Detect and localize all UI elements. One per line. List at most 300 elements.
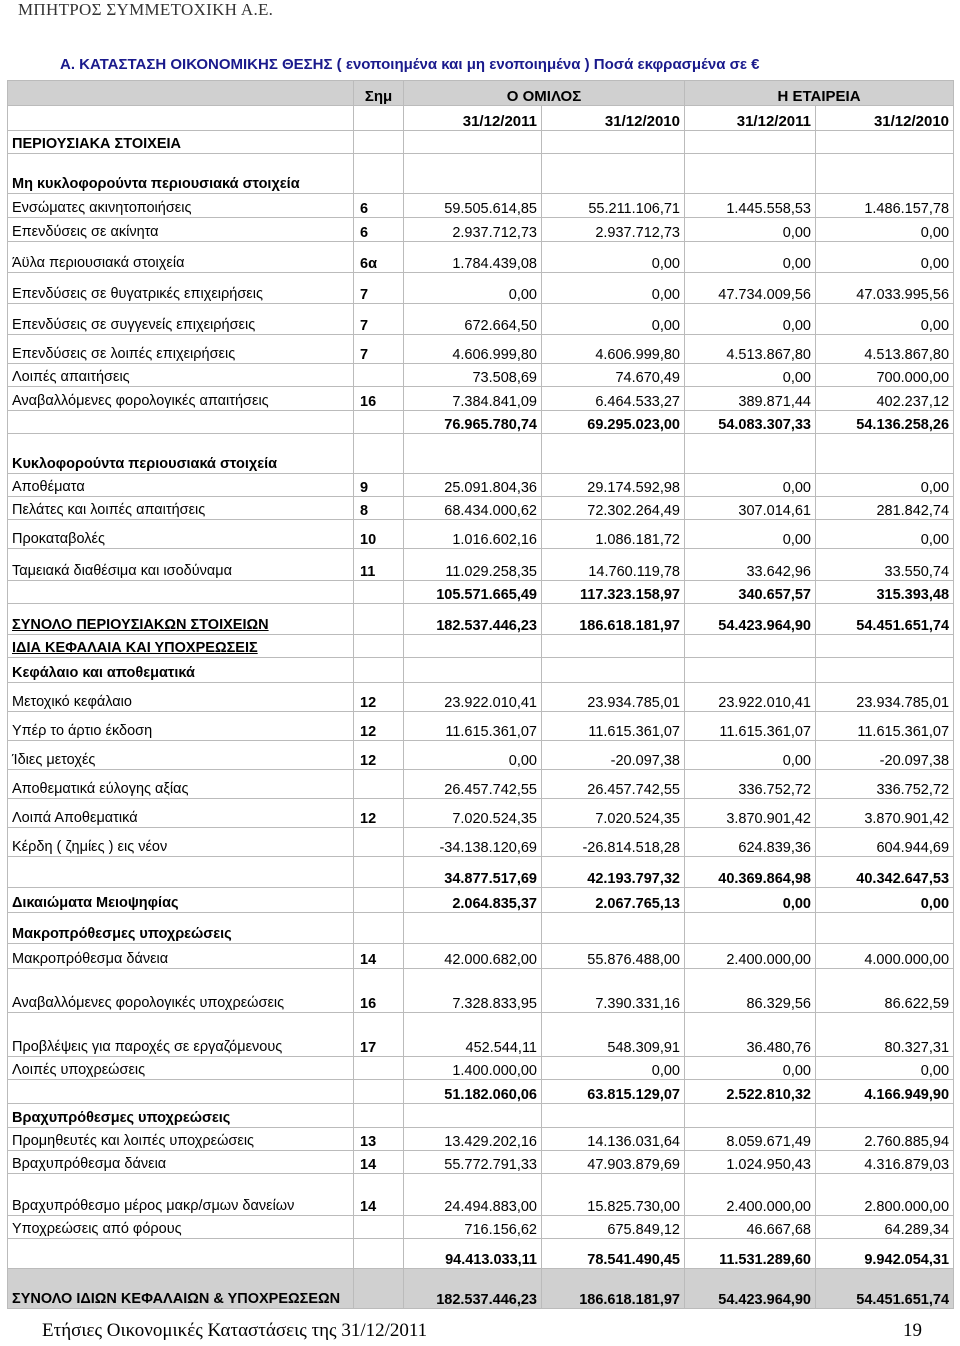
statement-title: Α. ΚΑΤΑΣΤΑΣΗ ΟΙΚΟΝΟΜΙΚΗΣ ΘΕΣΗΣ ( ενοποιημένα και μη ενοποιημένα ) Ποσά εκφρασμένα σε € (60, 56, 760, 73)
row-label: Υποχρεώσεις από φόρους (8, 1216, 354, 1239)
table-row (8, 635, 954, 658)
row-label: Κυκλοφορούντα περιουσιακά στοιχεία (8, 434, 354, 474)
value-cell: 86.622,59 (816, 969, 954, 1013)
value-cell: 0,00 (816, 474, 954, 497)
value-cell: 340.657,57 (685, 581, 816, 604)
value-cell: 42.193.797,32 (542, 857, 685, 888)
value-cell: 15.825.730,00 (542, 1174, 685, 1216)
row-note (354, 581, 404, 604)
value-cell: 117.323.158,97 (542, 581, 685, 604)
value-cell: 36.480,76 (685, 1013, 816, 1057)
value-cell: -20.097,38 (542, 741, 685, 770)
value-cell: 33.550,74 (816, 549, 954, 581)
row-label: Ίδιες μετοχές (8, 741, 354, 770)
value-cell: 1.784.439,08 (404, 242, 542, 273)
value-cell: 26.457.742,55 (404, 770, 542, 799)
value-cell: 11.029.258,35 (404, 549, 542, 581)
value-cell: 40.369.864,98 (685, 857, 816, 888)
row-label: ΠΕΡΙΟΥΣΙΑΚΑ ΣΤΟΙΧΕΙΑ (8, 131, 354, 154)
value-cell: 76.965.780,74 (404, 411, 542, 434)
value-cell: 0,00 (685, 364, 816, 387)
row-note (354, 635, 404, 658)
value-cell: 604.944,69 (816, 828, 954, 857)
value-cell: 55.876.488,00 (542, 944, 685, 969)
company-2010-header: 31/12/2010 (816, 106, 954, 131)
value-cell: 23.934.785,01 (816, 683, 954, 712)
row-note: 9 (354, 474, 404, 497)
value-cell: 0,00 (685, 474, 816, 497)
blank-header-cell (354, 106, 404, 131)
table-row (8, 411, 954, 434)
row-note: 16 (354, 969, 404, 1013)
value-cell: 0,00 (685, 218, 816, 242)
row-label: Επενδύσεις σε θυγατρικές επιχειρήσεις (8, 273, 354, 304)
row-note: 8 (354, 497, 404, 520)
row-label: Μακροπρόθεσμες υποχρεώσεις (8, 913, 354, 944)
table-row (8, 242, 954, 273)
table-row (8, 741, 954, 770)
value-cell: 0,00 (685, 520, 816, 549)
value-cell (685, 658, 816, 683)
row-label: ΣΥΝΟΛΟ ΙΔΙΩΝ ΚΕΦΑΛΑΙΩΝ & ΥΠΟΧΡΕΩΣΕΩΝ (8, 1269, 354, 1309)
row-note (354, 131, 404, 154)
row-label: ΙΔΙΑ ΚΕΦΑΛΑΙΑ ΚΑΙ ΥΠΟΧΡΕΩΣΕΙΣ (8, 635, 354, 658)
value-cell: 11.615.361,07 (685, 712, 816, 741)
value-cell: 2.400.000,00 (685, 944, 816, 969)
row-label: Πελάτες και λοιπές απαιτήσεις (8, 497, 354, 520)
value-cell: 0,00 (816, 242, 954, 273)
table-row (8, 387, 954, 411)
value-cell: 0,00 (685, 304, 816, 335)
table-row (8, 1013, 954, 1057)
row-note: 10 (354, 520, 404, 549)
value-cell: 2.760.885,94 (816, 1128, 954, 1151)
row-label: Κέρδη ( ζημίες ) εις νέον (8, 828, 354, 857)
value-cell: 54.451.651,74 (816, 604, 954, 635)
table-row (8, 1057, 954, 1080)
value-cell: 42.000.682,00 (404, 944, 542, 969)
row-label: Αποθεματικά εύλογης αξίας (8, 770, 354, 799)
row-note: 12 (354, 712, 404, 741)
value-cell: -34.138.120,69 (404, 828, 542, 857)
value-cell (685, 434, 816, 474)
value-cell: 105.571.665,49 (404, 581, 542, 604)
value-cell (685, 131, 816, 154)
value-cell: 23.934.785,01 (542, 683, 685, 712)
row-note: 6α (354, 242, 404, 273)
value-cell (816, 1104, 954, 1128)
table-row (8, 1174, 954, 1216)
value-cell: 452.544,11 (404, 1013, 542, 1057)
table-row (8, 218, 954, 242)
blank-header-cell (8, 106, 354, 131)
table-row (8, 857, 954, 888)
value-cell: 1.400.000,00 (404, 1057, 542, 1080)
row-label: Επενδύσεις σε λοιπές επιχειρήσεις (8, 335, 354, 364)
row-label: Επενδύσεις σε συγγενείς επιχειρήσεις (8, 304, 354, 335)
table-row (8, 828, 954, 857)
row-note: 12 (354, 799, 404, 828)
value-cell: 624.839,36 (685, 828, 816, 857)
table-row (8, 131, 954, 154)
financial-position-table (7, 80, 954, 1309)
row-note (354, 154, 404, 194)
row-note (354, 658, 404, 683)
table-row (8, 549, 954, 581)
value-cell: 1.486.157,78 (816, 194, 954, 218)
value-cell: 11.615.361,07 (542, 712, 685, 741)
value-cell (542, 154, 685, 194)
table-row (8, 273, 954, 304)
value-cell: 315.393,48 (816, 581, 954, 604)
row-note (354, 411, 404, 434)
table-row (8, 335, 954, 364)
value-cell: 1.086.181,72 (542, 520, 685, 549)
row-label: Μετοχικό κεφάλαιο (8, 683, 354, 712)
value-cell: 94.413.033,11 (404, 1239, 542, 1269)
row-label: Δικαιώματα Μειοψηφίας (8, 888, 354, 913)
value-cell: 23.922.010,41 (685, 683, 816, 712)
value-cell (404, 635, 542, 658)
table-row (8, 658, 954, 683)
value-cell: 63.815.129,07 (542, 1080, 685, 1104)
group-2011-header: 31/12/2011 (404, 106, 542, 131)
value-cell: 716.156,62 (404, 1216, 542, 1239)
value-cell: 25.091.804,36 (404, 474, 542, 497)
value-cell: 0,00 (816, 304, 954, 335)
row-note: 14 (354, 1151, 404, 1174)
value-cell: 336.752,72 (685, 770, 816, 799)
date-header-row (8, 106, 954, 131)
value-cell: 34.877.517,69 (404, 857, 542, 888)
row-label: Αναβαλλόμενες φορολογικές υποχρεώσεις (8, 969, 354, 1013)
row-note (354, 434, 404, 474)
value-cell (685, 154, 816, 194)
row-note: 6 (354, 218, 404, 242)
value-cell: 11.615.361,07 (404, 712, 542, 741)
value-cell: 3.870.901,42 (816, 799, 954, 828)
table-row (8, 770, 954, 799)
value-cell: 2.937.712,73 (404, 218, 542, 242)
row-note: 12 (354, 683, 404, 712)
note-column-header: Σημ (354, 81, 404, 106)
table-row (8, 474, 954, 497)
value-cell (816, 913, 954, 944)
row-label: Αναβαλλόμενες φορολογικές απαιτήσεις (8, 387, 354, 411)
value-cell (404, 913, 542, 944)
value-cell: 40.342.647,53 (816, 857, 954, 888)
value-cell: 7.384.841,09 (404, 387, 542, 411)
value-cell: 3.870.901,42 (685, 799, 816, 828)
row-note (354, 1216, 404, 1239)
value-cell: 0,00 (685, 741, 816, 770)
row-label: Ταμειακά διαθέσιμα και ισοδύναμα (8, 549, 354, 581)
page-footer (42, 1320, 922, 1342)
row-label: Μη κυκλοφορούντα περιουσιακά στοιχεία (8, 154, 354, 194)
value-cell: 675.849,12 (542, 1216, 685, 1239)
value-cell: 672.664,50 (404, 304, 542, 335)
value-cell: 0,00 (816, 1057, 954, 1080)
row-note: 14 (354, 1174, 404, 1216)
value-cell: 0,00 (542, 273, 685, 304)
table-row (8, 581, 954, 604)
value-cell: 2.800.000,00 (816, 1174, 954, 1216)
value-cell (542, 434, 685, 474)
value-cell: 182.537.446,23 (404, 604, 542, 635)
value-cell: 7.020.524,35 (542, 799, 685, 828)
value-cell: 54.451.651,74 (816, 1269, 954, 1309)
row-note: 12 (354, 741, 404, 770)
value-cell (404, 154, 542, 194)
footer-text: Ετήσιες Οικονομικές Καταστάσεις της 31/12/2011 (42, 1320, 428, 1341)
table-row (8, 683, 954, 712)
value-cell: 4.166.949,90 (816, 1080, 954, 1104)
column-group-header-row (8, 81, 954, 106)
value-cell: 29.174.592,98 (542, 474, 685, 497)
value-cell (816, 131, 954, 154)
value-cell: 4.000.000,00 (816, 944, 954, 969)
value-cell: 74.670,49 (542, 364, 685, 387)
row-note: 16 (354, 387, 404, 411)
value-cell: 69.295.023,00 (542, 411, 685, 434)
value-cell: 86.329,56 (685, 969, 816, 1013)
value-cell (542, 131, 685, 154)
row-label: Υπέρ το άρτιο έκδοση (8, 712, 354, 741)
value-cell: 72.302.264,49 (542, 497, 685, 520)
row-label: Προκαταβολές (8, 520, 354, 549)
company-column-header: Η ΕΤΑΙΡΕΙΑ (685, 81, 954, 106)
value-cell: 700.000,00 (816, 364, 954, 387)
row-note (354, 828, 404, 857)
value-cell: 46.667,68 (685, 1216, 816, 1239)
value-cell: 2.064.835,37 (404, 888, 542, 913)
value-cell: 55.772.791,33 (404, 1151, 542, 1174)
value-cell: 1.024.950,43 (685, 1151, 816, 1174)
value-cell: 4.316.879,03 (816, 1151, 954, 1174)
value-cell: 1.016.602,16 (404, 520, 542, 549)
value-cell: 54.423.964,90 (685, 604, 816, 635)
value-cell (816, 635, 954, 658)
value-cell: 0,00 (816, 520, 954, 549)
value-cell (404, 434, 542, 474)
row-note (354, 857, 404, 888)
value-cell: 73.508,69 (404, 364, 542, 387)
row-note (354, 1080, 404, 1104)
value-cell: 68.434.000,62 (404, 497, 542, 520)
company-header: ΜΠΗΤΡΟΣ ΣΥΜΜΕΤΟΧΙΚΗ Α.Ε. (18, 0, 274, 19)
value-cell: 0,00 (542, 242, 685, 273)
table-row (8, 304, 954, 335)
table-row (8, 944, 954, 969)
value-cell: 7.328.833,95 (404, 969, 542, 1013)
value-cell: 9.942.054,31 (816, 1239, 954, 1269)
table-row (8, 1239, 954, 1269)
row-note (354, 364, 404, 387)
value-cell: 54.083.307,33 (685, 411, 816, 434)
table-row (8, 1080, 954, 1104)
group-2010-header: 31/12/2010 (542, 106, 685, 131)
value-cell: 64.289,34 (816, 1216, 954, 1239)
row-label: Προμηθευτές και λοιπές υποχρεώσεις (8, 1128, 354, 1151)
value-cell: 7.390.331,16 (542, 969, 685, 1013)
value-cell: 0,00 (404, 741, 542, 770)
value-cell: 54.136.258,26 (816, 411, 954, 434)
value-cell: 281.842,74 (816, 497, 954, 520)
value-cell: 11.531.289,60 (685, 1239, 816, 1269)
row-note: 14 (354, 944, 404, 969)
value-cell: 548.309,91 (542, 1013, 685, 1057)
blank-header-cell (8, 81, 354, 106)
value-cell: 4.606.999,80 (404, 335, 542, 364)
row-note (354, 770, 404, 799)
value-cell: 51.182.060,06 (404, 1080, 542, 1104)
company-2011-header: 31/12/2011 (685, 106, 816, 131)
row-note (354, 1104, 404, 1128)
table-row (8, 712, 954, 741)
value-cell: 55.211.106,71 (542, 194, 685, 218)
value-cell: 8.059.671,49 (685, 1128, 816, 1151)
value-cell: 1.445.558,53 (685, 194, 816, 218)
value-cell: 80.327,31 (816, 1013, 954, 1057)
row-label: Αποθέματα (8, 474, 354, 497)
value-cell (404, 658, 542, 683)
value-cell: 0,00 (816, 888, 954, 913)
row-note: 6 (354, 194, 404, 218)
row-label: Λοιπές απαιτήσεις (8, 364, 354, 387)
value-cell (404, 1104, 542, 1128)
value-cell: 59.505.614,85 (404, 194, 542, 218)
value-cell: 2.937.712,73 (542, 218, 685, 242)
value-cell: 2.400.000,00 (685, 1174, 816, 1216)
table-row (8, 913, 954, 944)
row-label: Προβλέψεις για παροχές σε εργαζόμενους (8, 1013, 354, 1057)
value-cell (404, 131, 542, 154)
value-cell (816, 658, 954, 683)
row-label: Βραχυπρόθεσμο μέρος μακρ/σμων δανείων (8, 1174, 354, 1216)
value-cell: 307.014,61 (685, 497, 816, 520)
value-cell (542, 1104, 685, 1128)
value-cell: 7.020.524,35 (404, 799, 542, 828)
table-row (8, 154, 954, 194)
value-cell: 186.618.181,97 (542, 604, 685, 635)
row-label (8, 1080, 354, 1104)
value-cell: 0,00 (542, 1057, 685, 1080)
row-note: 13 (354, 1128, 404, 1151)
row-note: 7 (354, 304, 404, 335)
row-note: 17 (354, 1013, 404, 1057)
row-label: Βραχυπρόθεσμες υποχρεώσεις (8, 1104, 354, 1128)
table-row (8, 1128, 954, 1151)
page-number: 19 (903, 1320, 922, 1341)
value-cell: 0,00 (816, 218, 954, 242)
row-label (8, 411, 354, 434)
table-row (8, 1104, 954, 1128)
value-cell (542, 635, 685, 658)
value-cell: 4.513.867,80 (685, 335, 816, 364)
row-label: Λοιπά Αποθεματικά (8, 799, 354, 828)
value-cell: 13.429.202,16 (404, 1128, 542, 1151)
value-cell: 0,00 (685, 888, 816, 913)
value-cell: 78.541.490,45 (542, 1239, 685, 1269)
value-cell: 402.237,12 (816, 387, 954, 411)
value-cell: 0,00 (685, 242, 816, 273)
row-label: Λοιπές υποχρεώσεις (8, 1057, 354, 1080)
value-cell (542, 913, 685, 944)
table-row (8, 1216, 954, 1239)
table-row (8, 434, 954, 474)
table-row (8, 604, 954, 635)
value-cell: 186.618.181,97 (542, 1269, 685, 1309)
value-cell: 47.734.009,56 (685, 273, 816, 304)
value-cell: 4.513.867,80 (816, 335, 954, 364)
value-cell: 47.903.879,69 (542, 1151, 685, 1174)
value-cell (542, 658, 685, 683)
row-note: 7 (354, 273, 404, 304)
row-label (8, 581, 354, 604)
value-cell (685, 913, 816, 944)
value-cell: 54.423.964,90 (685, 1269, 816, 1309)
row-label: Άϋλα περιουσιακά στοιχεία (8, 242, 354, 273)
value-cell: 14.760.119,78 (542, 549, 685, 581)
row-label: ΣΥΝΟΛΟ ΠΕΡΙΟΥΣΙΑΚΩΝ ΣΤΟΙΧΕΙΩΝ (8, 604, 354, 635)
value-cell: 6.464.533,27 (542, 387, 685, 411)
value-cell: 47.033.995,56 (816, 273, 954, 304)
value-cell (816, 434, 954, 474)
table-row (8, 969, 954, 1013)
value-cell: 0,00 (404, 273, 542, 304)
row-note: 11 (354, 549, 404, 581)
table-row (8, 1151, 954, 1174)
row-label: Μακροπρόθεσμα δάνεια (8, 944, 354, 969)
value-cell (685, 635, 816, 658)
row-note (354, 1239, 404, 1269)
value-cell: 26.457.742,55 (542, 770, 685, 799)
table-row (8, 799, 954, 828)
table-row (8, 1269, 954, 1309)
row-label (8, 1239, 354, 1269)
table-row (8, 888, 954, 913)
value-cell: 182.537.446,23 (404, 1269, 542, 1309)
row-label: Επενδύσεις σε ακίνητα (8, 218, 354, 242)
row-note: 7 (354, 335, 404, 364)
value-cell (685, 1104, 816, 1128)
value-cell: -26.814.518,28 (542, 828, 685, 857)
value-cell: 0,00 (542, 304, 685, 335)
table-row (8, 364, 954, 387)
row-note (354, 913, 404, 944)
value-cell (816, 154, 954, 194)
value-cell: 24.494.883,00 (404, 1174, 542, 1216)
row-note (354, 888, 404, 913)
value-cell: 389.871,44 (685, 387, 816, 411)
value-cell: 2.067.765,13 (542, 888, 685, 913)
row-label: Κεφάλαιο και αποθεματικά (8, 658, 354, 683)
value-cell: 4.606.999,80 (542, 335, 685, 364)
value-cell: 33.642,96 (685, 549, 816, 581)
value-cell: -20.097,38 (816, 741, 954, 770)
group-column-header: Ο ΟΜΙΛΟΣ (404, 81, 685, 106)
row-label: Ενσώματες ακινητοποιήσεις (8, 194, 354, 218)
row-label: Βραχυπρόθεσμα δάνεια (8, 1151, 354, 1174)
row-note (354, 604, 404, 635)
table-row (8, 520, 954, 549)
value-cell: 23.922.010,41 (404, 683, 542, 712)
row-note (354, 1269, 404, 1309)
value-cell: 2.522.810,32 (685, 1080, 816, 1104)
table-row (8, 497, 954, 520)
value-cell: 14.136.031,64 (542, 1128, 685, 1151)
row-label (8, 857, 354, 888)
